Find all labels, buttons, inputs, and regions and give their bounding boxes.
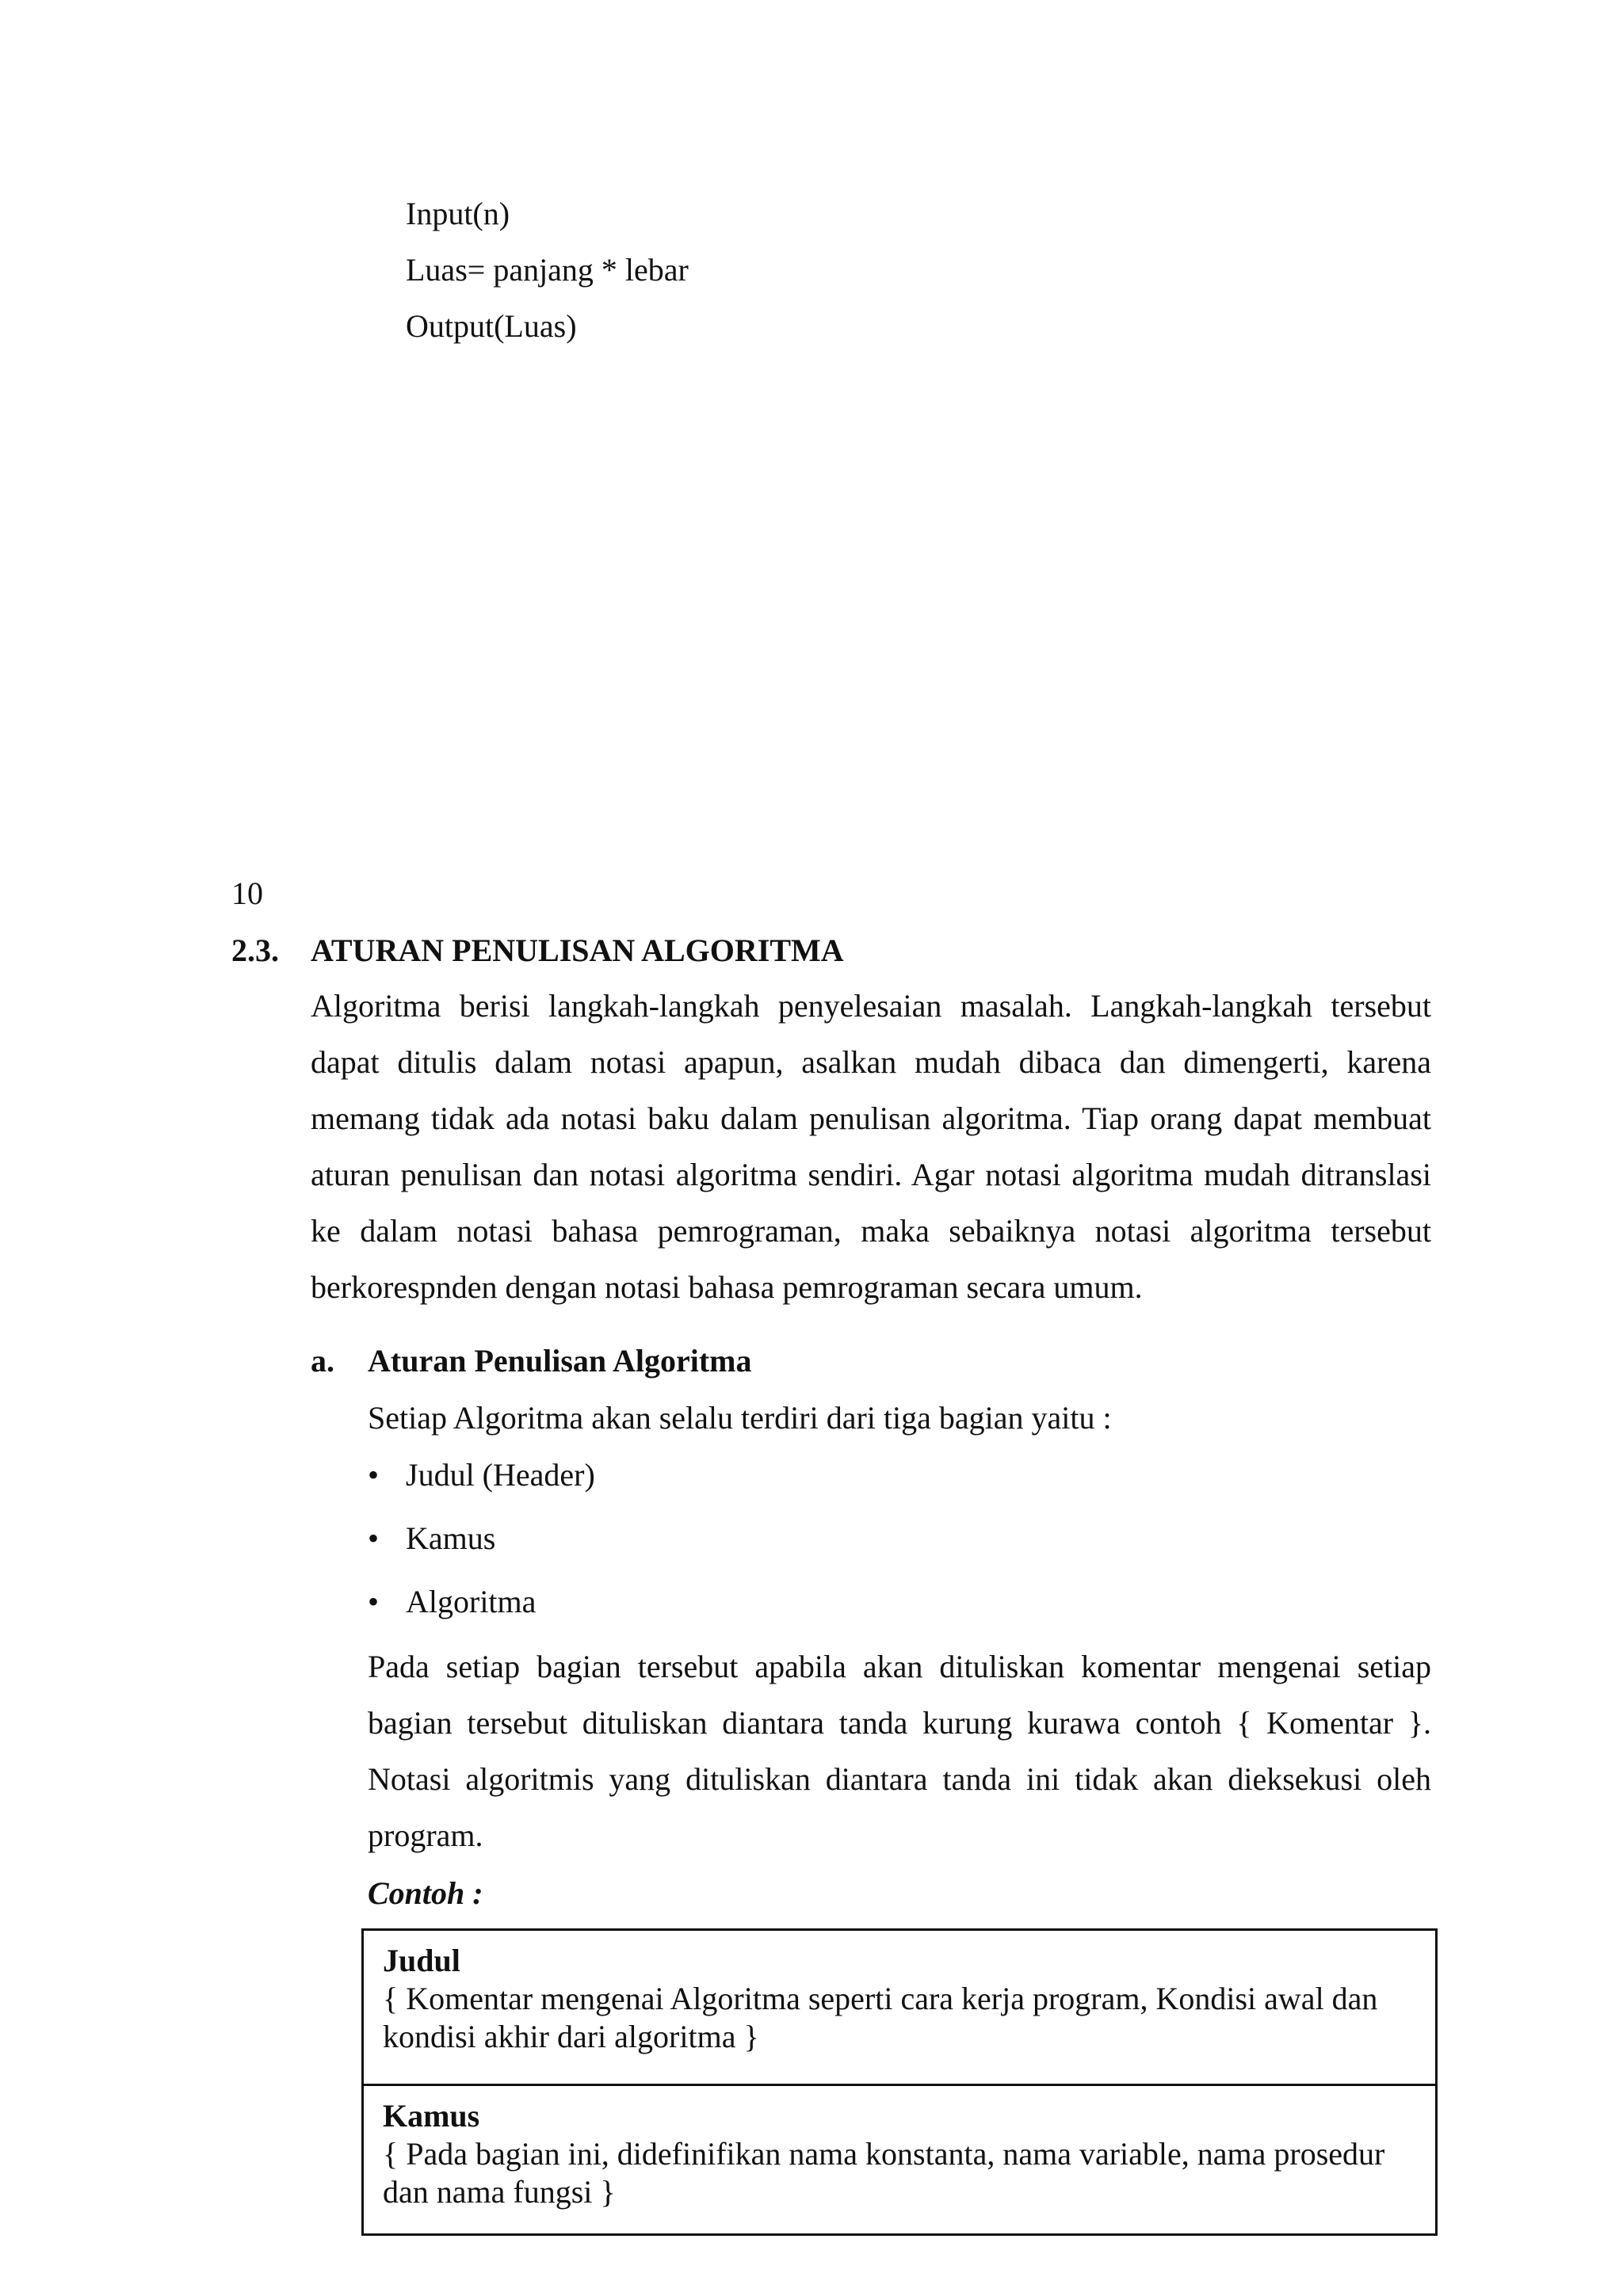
code-line-input: Input(n) <box>406 196 510 231</box>
subsection-marker: a. <box>311 1343 334 1379</box>
box-heading-judul: Judul <box>383 1943 460 1978</box>
example-box <box>361 1928 1438 2236</box>
box-text-judul: { Komentar mengenai Algoritma seperti cara kerja program, Kondisi awal dan kondisi akhir dari algoritma } <box>383 1981 1378 2054</box>
bullet-icon: • <box>368 1520 380 1556</box>
list-item-label: Judul (Header) <box>406 1457 595 1493</box>
bullet-icon: • <box>368 1457 380 1493</box>
section-number: 2.3. <box>231 933 279 968</box>
bullet-icon: • <box>368 1584 380 1619</box>
box-heading-kamus: Kamus <box>383 2098 480 2134</box>
subsection-intro: Setiap Algoritma akan selalu terdiri dari tiga bagian yaitu : <box>368 1400 1112 1436</box>
list-item-label: Kamus <box>406 1520 496 1556</box>
subsection-paragraph: Pada setiap bagian tersebut apabila akan dituliskan komentar mengenai setiap bagian tersebut dituliskan diantara tanda kurung kurawa contoh { Komentar }. Notasi algoritmis yang dituliskan diantara tanda ini tidak akan dieksekusi oleh program. <box>368 1649 1431 1853</box>
box-section-judul <box>364 1931 1435 2056</box>
section-title: ATURAN PENULISAN ALGORITMA <box>311 933 844 968</box>
page-number: 10 <box>231 875 263 911</box>
box-section-kamus <box>364 2086 1435 2211</box>
code-line-output: Output(Luas) <box>406 308 577 344</box>
box-text-kamus: { Pada bagian ini, didefinifikan nama konstanta, nama variable, nama prosedur dan nama fungsi } <box>383 2136 1385 2210</box>
example-label: Contoh : <box>368 1875 483 1911</box>
section-paragraph: Algoritma berisi langkah-langkah penyelesaian masalah. Langkah-langkah tersebut dapat ditulis dalam notasi apapun, asalkan mudah dibaca dan dimengerti, karena memang tidak ada notasi baku dalam penulisan algoritma. Tiap orang dapat membuat aturan penulisan dan notasi algoritma sendiri. Agar notasi algoritma mudah ditranslasi ke dalam notasi bahasa pemrograman, maka sebaiknya notasi algoritma tersebut berkorespnden dengan notasi bahasa pemrograman secara umum. <box>311 988 1431 1305</box>
subsection-title: Aturan Penulisan Algoritma <box>368 1343 752 1379</box>
code-line-luas: Luas= panjang * lebar <box>406 252 689 288</box>
list-item-label: Algoritma <box>406 1584 537 1619</box>
